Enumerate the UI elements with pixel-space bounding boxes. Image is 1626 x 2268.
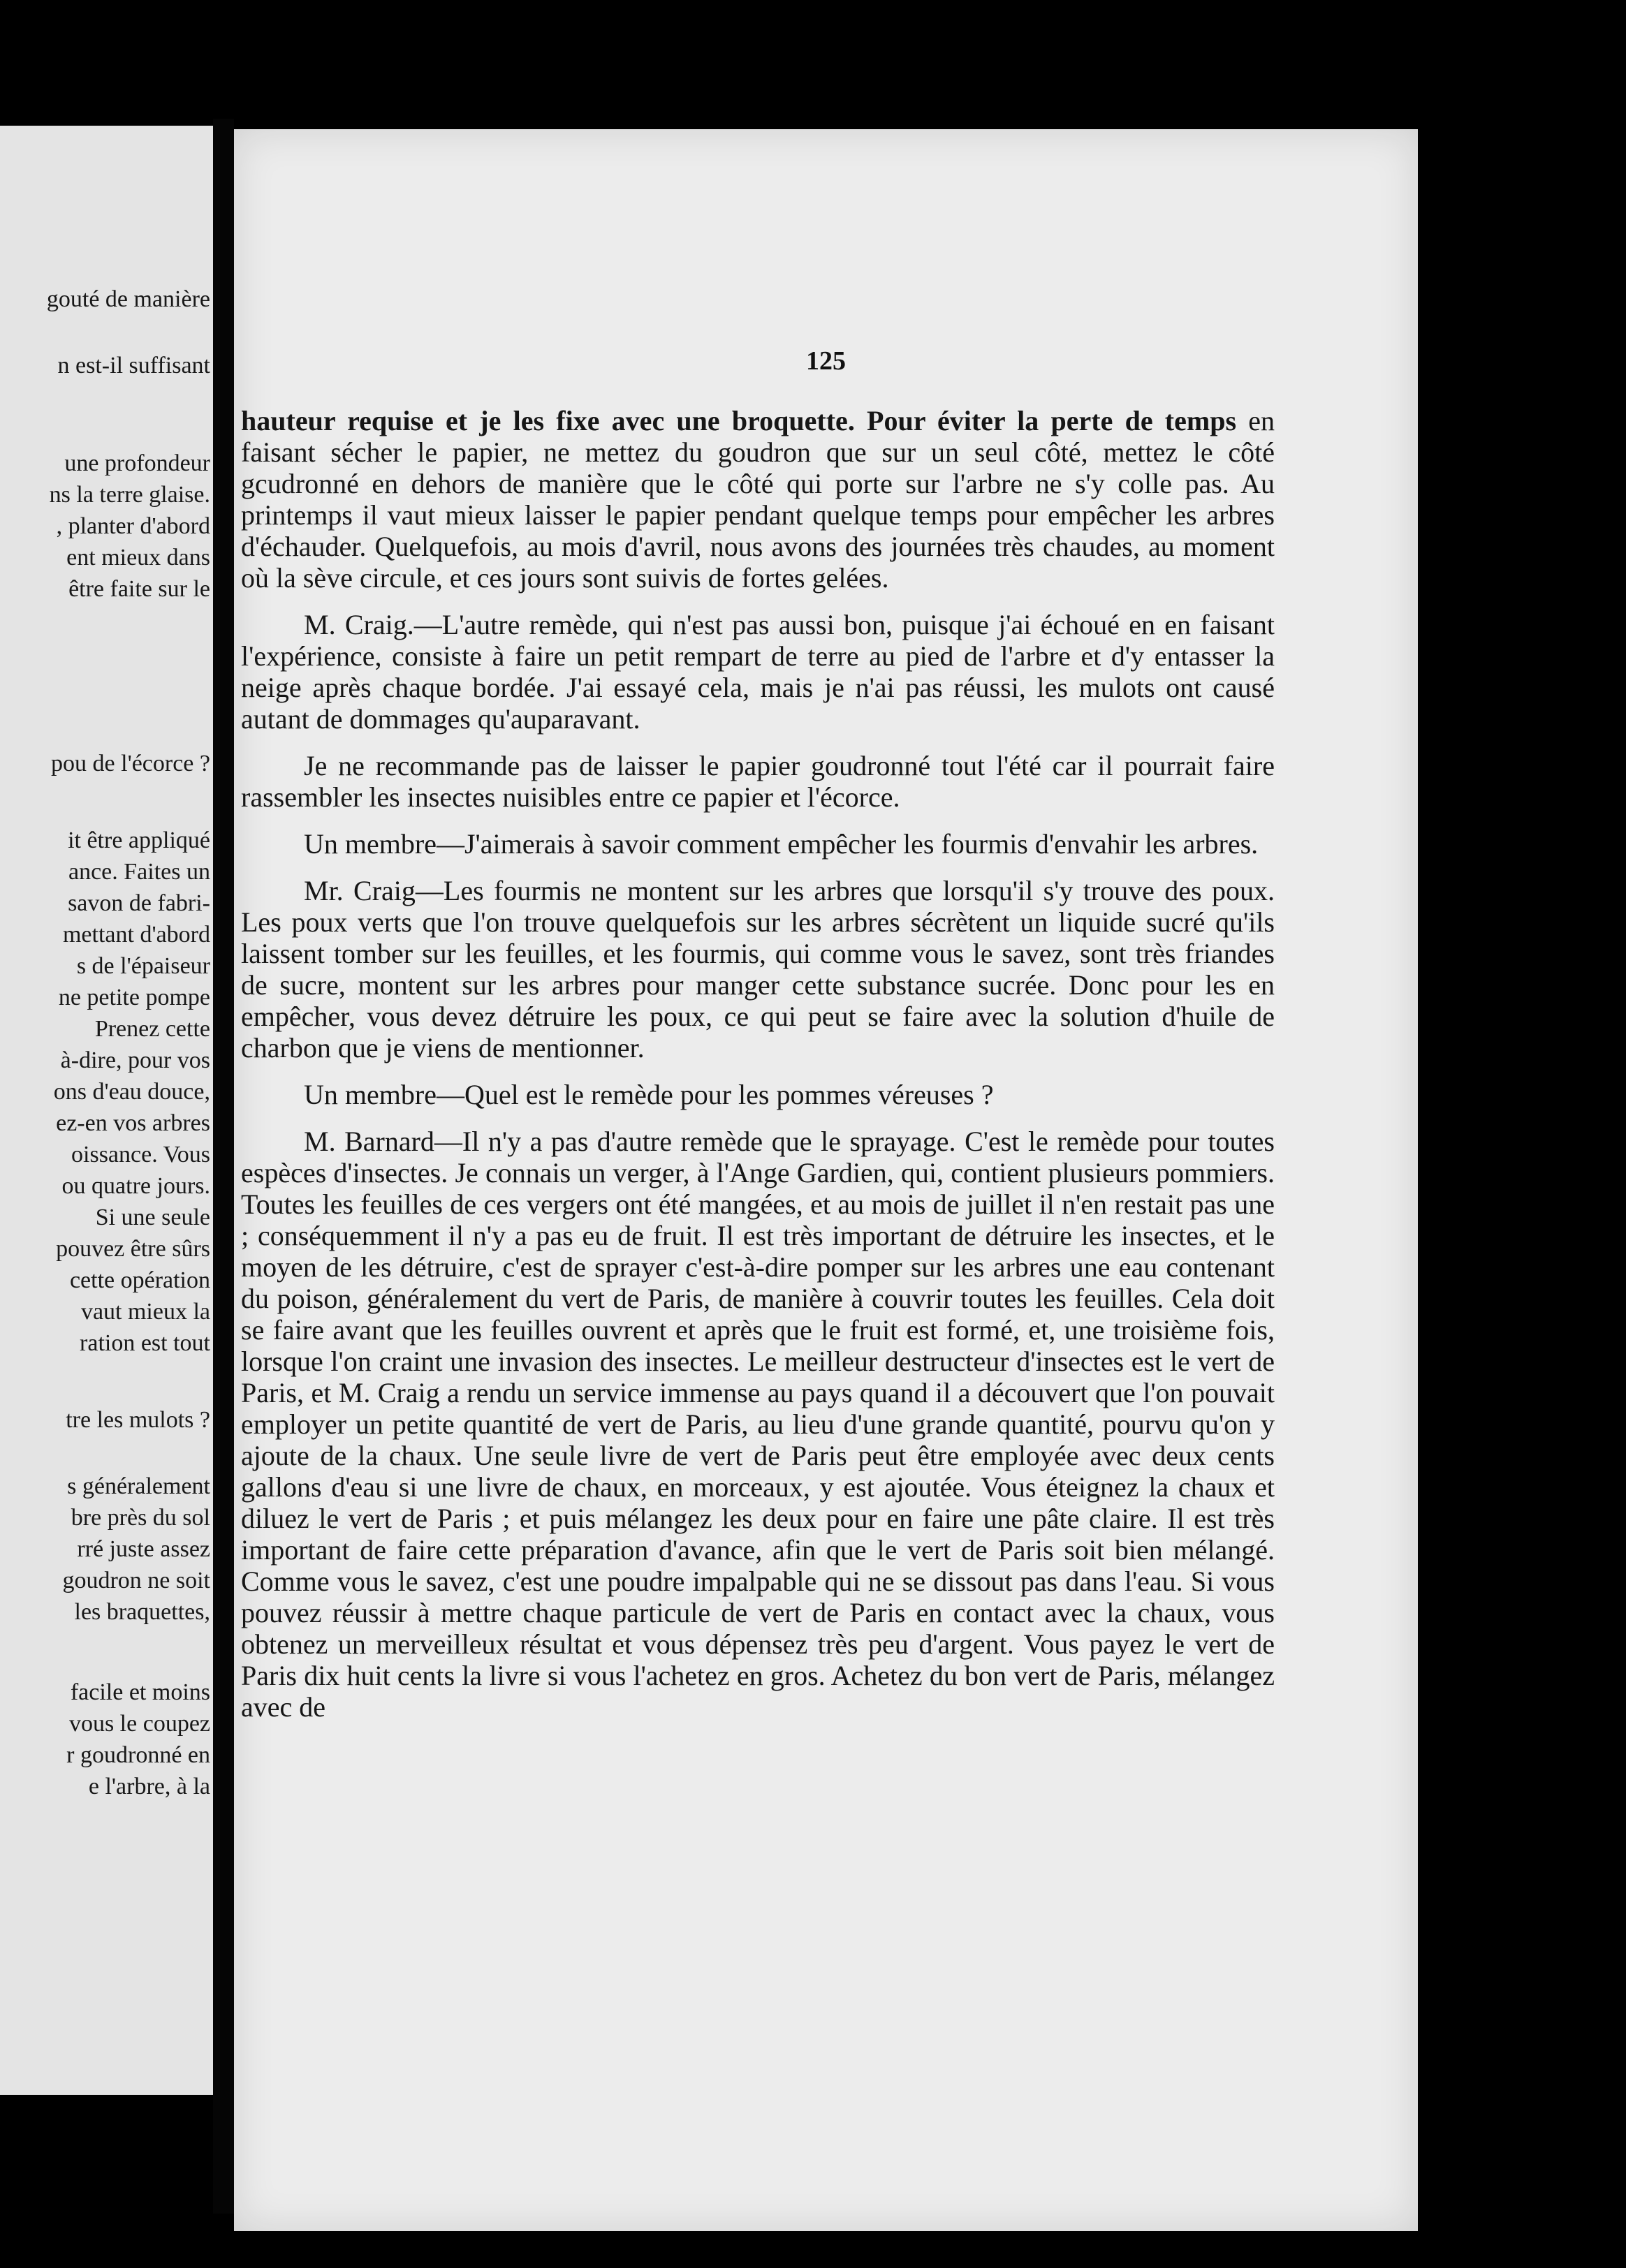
left-page-line: ou quatre jours. <box>61 1173 210 1199</box>
left-page-fragment <box>0 126 213 2095</box>
left-page-line: ne petite pompe <box>58 985 210 1010</box>
left-page-line: Si une seule <box>95 1205 210 1230</box>
left-page-line: s généralement <box>67 1473 210 1499</box>
left-page-line: it être appliqué <box>68 827 210 853</box>
left-page-line: tre les mulots ? <box>66 1407 210 1433</box>
left-page-line: pouvez être sûrs <box>56 1236 210 1262</box>
left-page-line: vaut mieux la <box>80 1299 210 1325</box>
left-page-line: gouté de manière <box>46 286 210 312</box>
left-page-line: être faite sur le <box>68 576 210 602</box>
left-page-line: cette opération <box>69 1267 210 1293</box>
left-page-line: les braquettes, <box>74 1599 210 1625</box>
page-body <box>241 405 1275 1738</box>
paragraph-1 <box>241 405 1275 594</box>
book-gutter <box>213 119 234 2214</box>
paragraph-5: Mr. Craig—Les fourmis ne montent sur les arbres que lorsqu'il s'y trouve des poux. Les poux verts que l'on trouve quelquefois sur les arbres sécrètent un liquide sucré qu'ils laissent tomber sur les feuilles, et les fourmis, qui comme vous le savez, sont très friandes de sucre, montent sur les arbres pour manger cette substance sucrée. Donc pour les en empêcher, vous devez détruire les poux, ce qui peut se faire avec la solution d'huile de charbon que je viens de mentionner. <box>241 875 1275 1063</box>
left-page-line: n est-il suffisant <box>57 353 210 378</box>
left-page-line: ent mieux dans <box>66 545 210 570</box>
left-page-line: Prenez cette <box>94 1016 210 1042</box>
left-page-line: pou de l'écorce ? <box>51 751 210 776</box>
left-page-line: rré juste assez <box>77 1536 210 1562</box>
left-page-line: ance. Faites un <box>68 859 210 885</box>
paragraph-1-bold-lead: hauteur requise et je les fixe avec une broquette. Pour éviter la perte de temps <box>241 405 1237 436</box>
left-page-line: ration est tout <box>80 1330 210 1356</box>
left-page-line: bre près du sol <box>71 1505 210 1531</box>
left-page-line: vous le coupez <box>68 1711 210 1737</box>
paragraph-6: Un membre—Quel est le remède pour les pommes véreuses ? <box>304 1079 994 1110</box>
left-page-line: goudron ne soit <box>62 1568 210 1593</box>
left-page-line: oissance. Vous <box>71 1142 210 1168</box>
left-page-line: r goudronné en <box>66 1742 210 1768</box>
left-page-line: une profondeur <box>64 450 210 476</box>
paragraph-7: M. Barnard—Il n'y a pas d'autre remède que le sprayage. C'est le remède pour toutes espèces d'insectes. Je connais un verger, à l'Ange Gardien, qui, contient plusieurs pommiers. Toutes les feuilles de ces vergers ont été mangées, et au mois de juillet il n'en restait pas une ; conséquemment il n'y a pas eu de fruit. Il est très important de détruire les insectes, et le moyen de les détruire, c'est de sprayer c'est-à-dire pomper sur les arbres une eau contenant du poison, généralement du vert de Paris, de manière à couvrir toutes les feuilles. Cela doit se faire avant que les feuilles ouvrent et après que le fruit est formé, et, une troisième fois, lorsque l'on craint une invasion des insectes. Le meilleur destructeur d'insectes est le vert de Paris, et M. Craig a rendu un service immense au pays quand il a découvert que l'on pouvait employer un petite quantité de vert de Paris, au lieu d'une grande quantité, pourvu qu'on y ajoute de la chaux. Une seule livre de vert de Paris peut être employée avec deux cents gallons d'eau si une livre de chaux, en morceaux, y est ajoutée. Vous éteignez la chaux et diluez le vert de Paris ; et puis mélangez les deux pour en faire une pâte claire. Il est très important de faire cette préparation d'avance, afin que le vert de Paris soit bien mélangé. Comme vous le savez, c'est une poudre impalpable qui ne se dissout pas dans l'eau. Si vous pouvez réussir à mettre chaque particule de vert de Paris en contact avec la chaux, vous obtenez un merveilleux résultat et vous dépensez très peu d'argent. Vous payez le vert de Paris dix huit cents la livre si vous l'achetez en gros. Achetez du bon vert de Paris, mélangez avec de <box>241 1126 1275 1723</box>
paragraph-1-text: en faisant sécher le papier, ne mettez du goudron que sur un seul côté, mettez le côté gcudronné en dehors de manière que le côté qui porte sur l'arbre ne s'y colle pas. Au printemps il vaut mieux laisser le papier pendant quelque temps pour empêcher les arbres d'échauder. Quelquefois, au mois d'avril, nous avons des journées très chaudes, au moment où la sève circule, et ces jours sont suivis de fortes gelées. <box>241 405 1275 594</box>
left-page-line: , planter d'abord <box>56 513 210 539</box>
left-page-line: mettant d'abord <box>62 922 210 948</box>
left-page-line: e l'arbre, à la <box>88 1774 210 1799</box>
paragraph-2: M. Craig.—L'autre remède, qui n'est pas aussi bon, puisque j'ai échoué en en faisant l'expérience, consiste à faire un petit rempart de terre au pied de l'arbre et d'y entasser la neige après chaque bordée. J'ai essayé cela, mais je n'ai pas réussi, les mulots ont causé autant de dommages qu'auparavant. <box>241 609 1275 735</box>
right-page <box>234 129 1418 2231</box>
page-number: 125 <box>806 346 846 376</box>
left-page-line: ns la terre glaise. <box>49 482 210 508</box>
left-page-line: à-dire, pour vos <box>60 1047 210 1073</box>
left-page-line: savon de fabri- <box>68 890 210 916</box>
left-page-line: facile et moins <box>70 1679 210 1705</box>
paragraph-3: Je ne recommande pas de laisser le papier goudronné tout l'été car il pourrait faire rassembler les insectes nuisibles entre ce papier et l'écorce. <box>241 750 1275 813</box>
left-page-line: ez-en vos arbres <box>56 1110 210 1136</box>
left-page-line: s de l'épaiseur <box>76 953 210 979</box>
paragraph-4: Un membre—J'aimerais à savoir comment empêcher les fourmis d'envahir les arbres. <box>304 828 1259 860</box>
left-page-line: ons d'eau douce, <box>53 1079 210 1105</box>
